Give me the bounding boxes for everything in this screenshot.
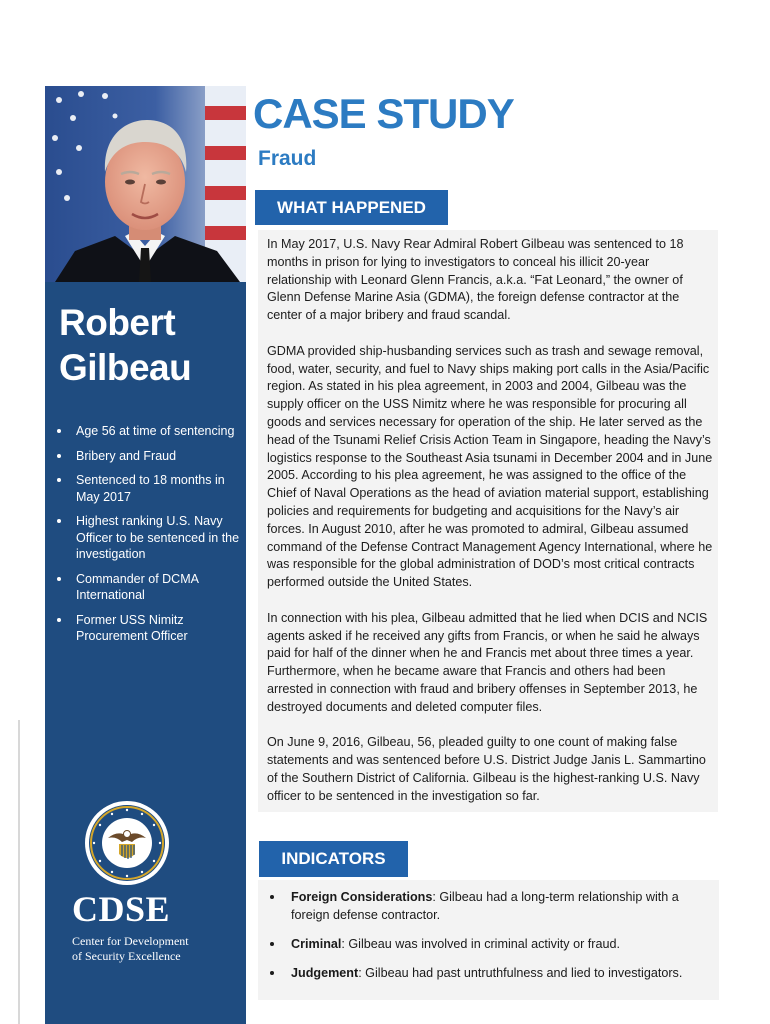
portrait-photo xyxy=(45,86,246,282)
what-happened-heading: WHAT HAPPENED xyxy=(255,190,448,225)
cdse-logo-line: of Security Excellence xyxy=(72,948,181,963)
indicator-term: Judgement xyxy=(291,966,359,980)
fact-item: Former USS Nimitz Procurement Officer xyxy=(52,612,240,645)
indicator-text: : Gilbeau had a long-term relationship with a foreign defense contractor. xyxy=(291,890,679,922)
cdse-logo-line: Center for Development xyxy=(72,934,189,948)
page-title: CASE STUDY xyxy=(253,90,514,137)
fact-item: Bribery and Fraud xyxy=(52,448,240,465)
fact-item: Commander of DCMA International xyxy=(52,571,240,604)
indicators-list xyxy=(264,888,714,993)
fact-item: Highest ranking U.S. Navy Officer to be sentenced in the investigation xyxy=(52,513,240,563)
story-paragraph: In May 2017, U.S. Navy Rear Admiral Robert Gilbeau was sentenced to 18 months in prison for lying to investigators to conceal his illicit 20-year relationship with Leonard Glenn Francis, a.k.a. “Fat Leonard,” the owner of Glenn Defense Marine Asia (GDMA), the foreign defense contractor at the center of a major bribery and fraud scandal. xyxy=(267,237,684,323)
story-paragraph: GDMA provided ship-husbanding services such as trash and sewage removal, food, water, security, and fuel to Navy ships making port calls in the Asia/Pacific region. As stated in his plea agreement, in 2003 and 2004, Gilbeau was the supply officer on the USS Nimitz where he was responsible for procuring all goods and services necessary for operation of the ship. He later served as the head of the Tsunami Relief Crisis Action Team in Singapore, heading the Navy’s logistics response to the Southeast Asia tsunami in December 2004 and in June 2005. According to his plea agreement, he was assigned to the office of the Chief of Naval Operations as the head of aviation material support, establishing policies and requirements for budgeting and acquisitions for the Navy’s air forces. In August 2010, after he was promoted to admiral, Gilbeau assumed command of the Defense Contract Management Agency International, where he was responsible for the global administration of DOD’s most critical contracts performed outside the United States. xyxy=(267,343,713,590)
profile-name xyxy=(59,300,239,390)
indicator-text: : Gilbeau had past untruthfulness and lied to investigators. xyxy=(358,966,683,980)
cdse-logo-text: CDSE xyxy=(72,889,171,929)
first-name: Robert xyxy=(59,302,176,343)
indicators-heading: INDICATORS xyxy=(259,841,408,877)
indicator-item xyxy=(264,888,714,924)
what-happened-text xyxy=(267,236,713,823)
indicator-item xyxy=(264,935,714,953)
profile-facts-list xyxy=(52,423,240,653)
fact-item: Age 56 at time of sentencing xyxy=(52,423,240,440)
cdse-logo-subtitle xyxy=(72,934,242,963)
cdse-seal-icon xyxy=(84,800,170,886)
page-subtitle: Fraud xyxy=(258,147,317,170)
last-name: Gilbeau xyxy=(59,347,192,388)
indicator-term: Criminal xyxy=(291,937,342,951)
story-paragraph: On June 9, 2016, Gilbeau, 56, pleaded guilty to one count of making false statements and was sentenced before U.S. District Judge Janis L. Sammartino of the Southern District of California. Gilbeau is the highest-ranking U.S. Navy officer to be sentenced in the investigation so far. xyxy=(267,735,706,803)
story-paragraph: In connection with his plea, Gilbeau admitted that he lied when DCIS and NCIS agents asked if he received any gifts from Francis, or when he said he always paid for half of the dinner when he and Francis met about three times a year. Furthermore, when he became aware that Francis and others had been arrested in connection with fraud and bribery offenses in September 2013, he destroyed documents and deleted computer files. xyxy=(267,610,708,714)
indicator-text: : Gilbeau was involved in criminal activity or fraud. xyxy=(341,937,620,951)
indicator-item xyxy=(264,964,714,982)
page-margin-line xyxy=(18,720,20,1024)
indicator-term: Foreign Considerations xyxy=(291,890,433,904)
fact-item: Sentenced to 18 months in May 2017 xyxy=(52,472,240,505)
